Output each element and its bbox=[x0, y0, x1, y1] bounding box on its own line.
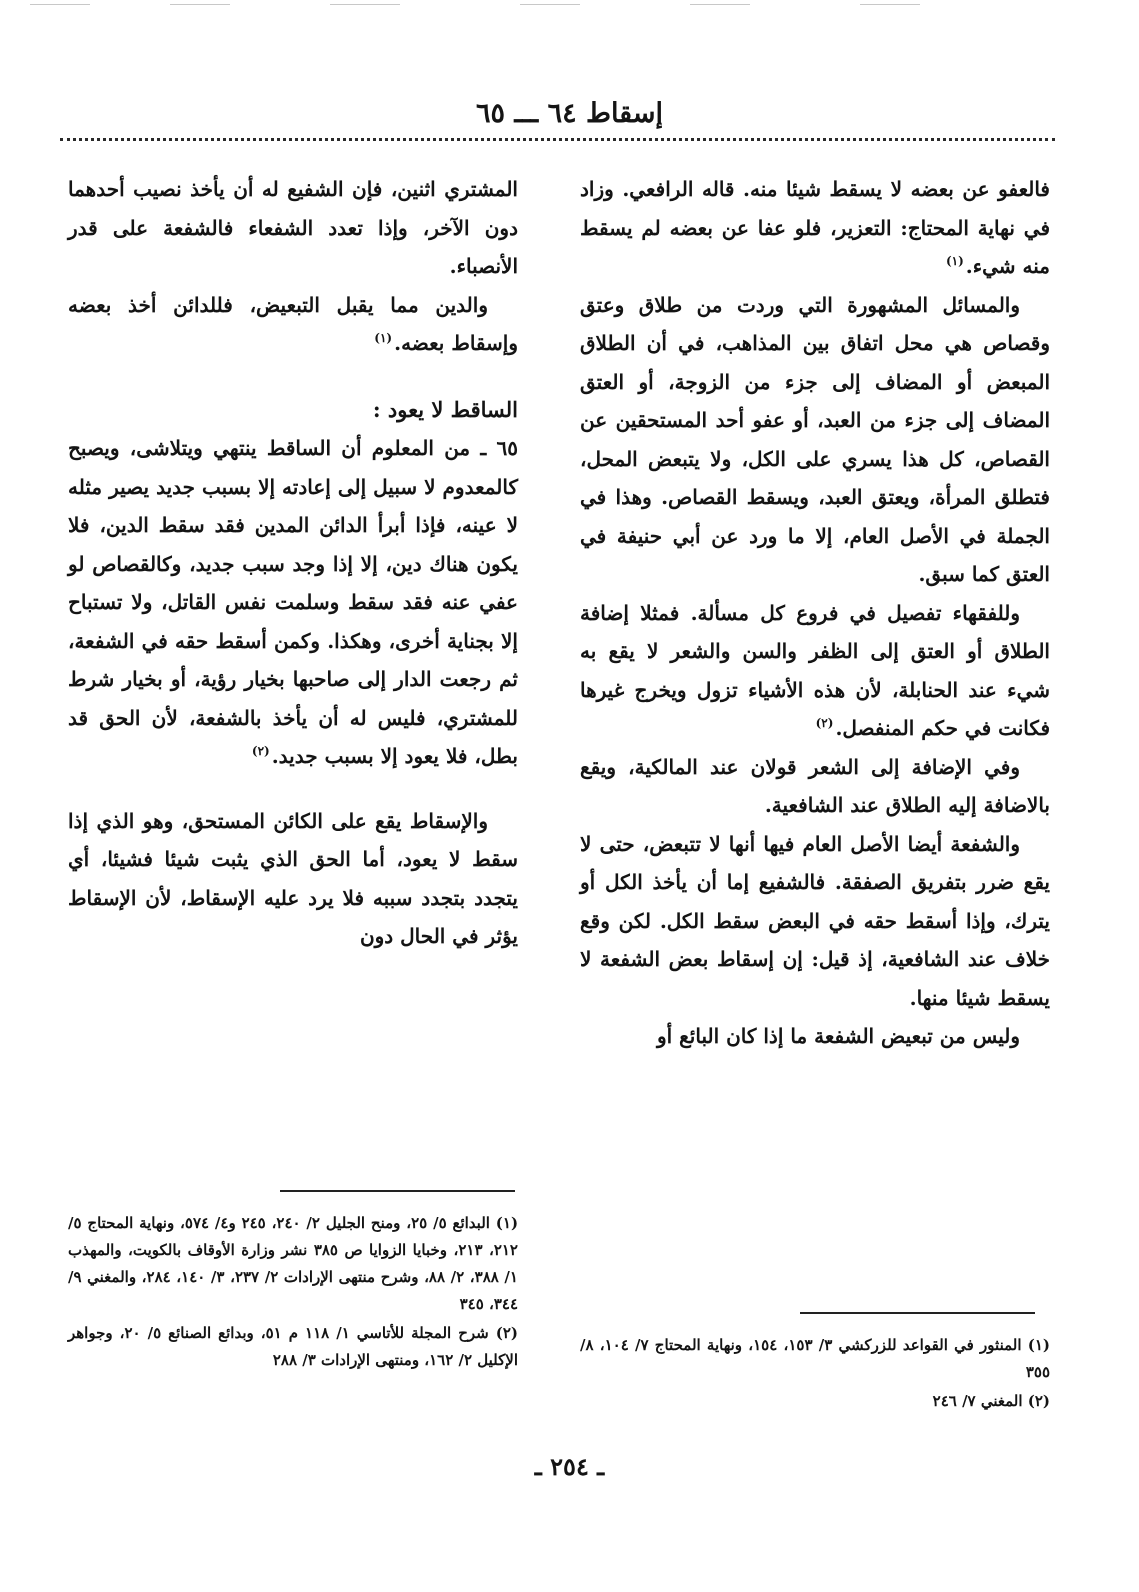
scan-artifact bbox=[30, 4, 90, 5]
scan-artifact bbox=[690, 4, 750, 5]
footnote: (١) البدائع ٥/ ٢٥، ومنح الجليل ٢/ ٢٤٠، ٢٤٥ و٤/ ٥٧٤، ونهاية المحتاج ٥/ ٢١٢، ٢١٣، وخبايا الزوايا ص ٣٨٥ نشر وزارة الأوقاف بالكويت، والمهذب ١/ ٣٨٨، ٢/ ٨٨، وشرح منتهى الإرادات ٢/ ٢٣٧، ٣/ ١٤٠، ٢٨٤، والمغني ٩/ ٣٤٤، ٣٤٥ bbox=[68, 1214, 519, 1313]
footnote-rule bbox=[800, 1312, 1035, 1314]
left-column bbox=[68, 170, 518, 956]
paragraph: وفي الإضافة إلى الشعر قولان عند المالكية، ويقع بالاضافة إليه الطلاق عند الشافعية. bbox=[580, 754, 1050, 817]
page-number: ـ ٢٥٤ ـ bbox=[534, 1452, 605, 1481]
footnotes-left bbox=[68, 1210, 518, 1376]
paragraph: وللفقهاء تفصيل في فروع كل مسألة. فمثلا إضافة الطلاق أو العتق إلى الظفر والسن والشعر لا يقع به شيء عند الحنابلة، لأن هذه الأشياء تزول ويخرج غيرها فكانت في حكم المنفصل.$^{(٢)}$ bbox=[580, 600, 1050, 740]
paragraph: والدين مما يقبل التبعيض، فللدائن أخذ بعضه وإسقاط بعضه.$^{(١)}$ bbox=[68, 292, 518, 355]
footnote: (٢) المغني ٧/ ٢٤٦ bbox=[932, 1392, 1050, 1410]
paragraph: والشفعة أيضا الأصل العام فيها أنها لا تتبعض، حتى لا يقع ضرر بتفريق الصفقة. فالشفيع إما أن يأخذ الكل أو يترك، وإذا أسقط حقه في البعض سقط الكل. لكن وقع خلاف عند الشافعية، إذ قيل: إن إسقاط بعض الشفعة لا يسقط شيئا منها. bbox=[580, 831, 1050, 1010]
paragraph: وليس من تبعيض الشفعة ما إذا كان البائع أو bbox=[656, 1024, 1020, 1048]
paragraph: والمسائل المشهورة التي وردت من طلاق وعتق وقصاص هي محل اتفاق بين المذاهب، في أن الطلاق المبعض أو المضاف إلى جزء من الزوجة، أو العتق المضاف إلى جزء من العبد، أو عفو أحد المستحقين عن القصاص، كل هذا يسري على الكل، ولا يتبعض المحل، فتطلق المرأة، ويعتق العبد، ويسقط القصاص. وهذا في الجملة في الأصل العام، إلا ما ورد عن أبي حنيفة في العتق كما سبق. bbox=[580, 292, 1050, 586]
scan-artifact bbox=[860, 4, 920, 5]
scan-artifact bbox=[520, 4, 580, 5]
paragraph: ٦٥ ـ من المعلوم أن الساقط ينتهي ويتلاشى، ويصبح كالمعدوم لا سبيل إلى إعادته إلا بسبب جديد يصير مثله لا عينه، فإذا أبرأ الدائن المدين فقد سقط الدين، فلا يكون هناك دين، إلا إذا وجد سبب جديد، وكالقصاص لو عفي عنه فقد سقط وسلمت نفس القاتل، ولا تستباح إلا بجناية أخرى، وهكذا. وكمن أسقط حقه في الشفعة، ثم رجعت الدار إلى صاحبها بخيار رؤية، أو بخيار شرط للمشتري، فليس له أن يأخذ بالشفعة، لأن الحق قد بطل، فلا يعود إلا بسبب جديد.$^{(٢)}$ bbox=[68, 436, 518, 768]
footnote-ref[interactable]: (٢) bbox=[251, 744, 270, 759]
paragraph: والإسقاط يقع على الكائن المستحق، وهو الذي إذا سقط لا يعود، أما الحق الذي يثبت شيئا فشيئا، أي يتجدد بتجدد سببه فلا يرد عليه الإسقاط، لأن الإسقاط يؤثر في الحال دون bbox=[68, 808, 518, 948]
scan-artifact bbox=[170, 4, 230, 5]
scan-artifact bbox=[330, 4, 400, 5]
footnote: (١) المنثور في القواعد للزركشي ٣/ ١٥٣، ١٥٤، ونهاية المحتاج ٧/ ١٠٤، ٨/ ٣٥٥ bbox=[580, 1336, 1051, 1381]
section-heading: الساقط لا يعود : bbox=[372, 396, 518, 422]
paragraph: فالعفو عن بعضه لا يسقط شيئا منه. قاله الرافعي. وزاد في نهاية المحتاج: التعزير، فلو عفا عن بعضه لم يسقط منه شيء.$^{(١)}$ bbox=[580, 177, 1050, 278]
paragraph: المشتري اثنين، فإن الشفيع له أن يأخذ نصيب أحدهما دون الآخر، وإذا تعدد الشفعاء فالشفعة على قدر الأنصباء. bbox=[68, 177, 518, 278]
footnote-rule bbox=[280, 1190, 515, 1192]
footnote-ref[interactable]: (١) bbox=[945, 254, 964, 269]
footnote-ref[interactable]: (١) bbox=[374, 331, 393, 346]
header-dotted-rule bbox=[60, 138, 1055, 141]
footnote-ref[interactable]: (٢) bbox=[815, 716, 834, 731]
footnotes-right bbox=[580, 1332, 1050, 1417]
page-header: إسقاط ٦٤ ـــ ٦٥ bbox=[476, 98, 663, 129]
right-column bbox=[580, 170, 1050, 1056]
footnote: (٢) شرح المجلة للأتاسي ١/ ١١٨ م ٥١، وبدائع الصنائع ٥/ ٢٠، وجواهر الإكليل ٢/ ١٦٢، ومنتهى الإرادات ٣/ ٢٨٨ bbox=[68, 1324, 518, 1369]
